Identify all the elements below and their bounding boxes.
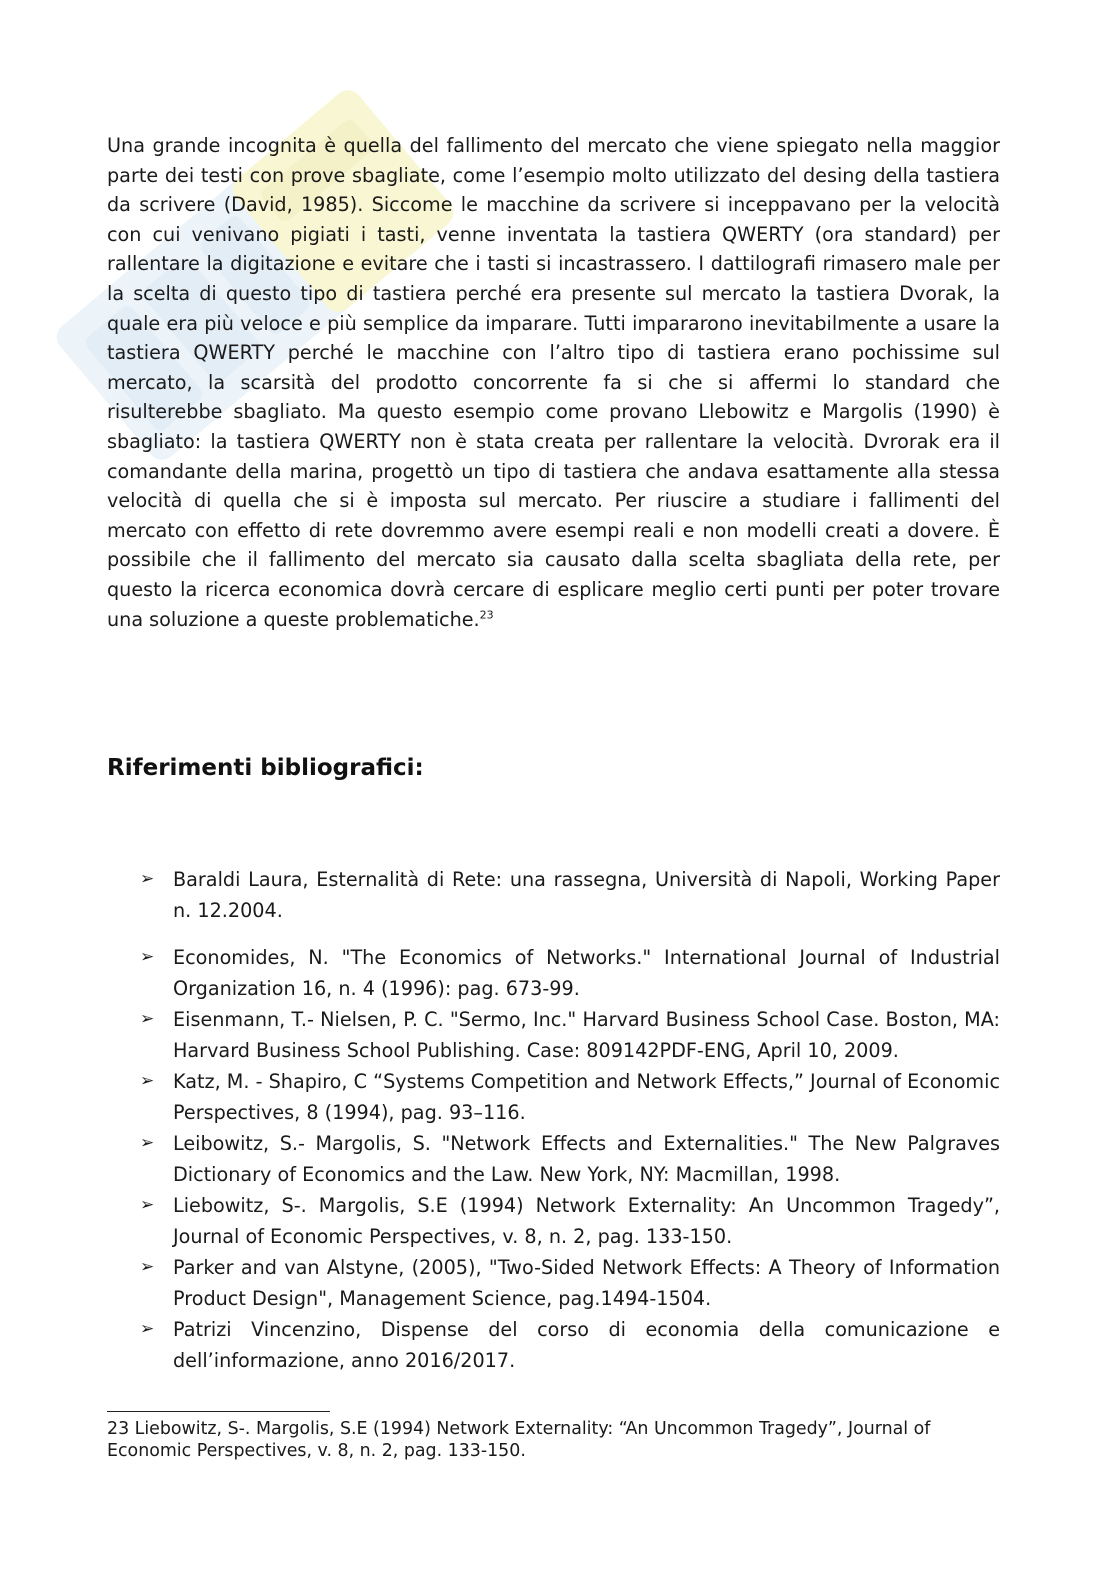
arrow-bullet-icon: ➢ xyxy=(140,869,155,889)
reference-text: Leibowitz, S.- Margolis, S. "Network Effects and Externalities." The New Palgraves Dictionary of Economics and the Law. New York, NY: Macmillan, 1998. xyxy=(173,1132,1000,1186)
reference-item xyxy=(140,864,1000,926)
reference-text: Baraldi Laura, Esternalità di Rete: una rassegna, Università di Napoli, Working Paper n. 12.2004. xyxy=(173,868,1000,922)
reference-text: Eisenmann, T.- Nielsen, P. C. "Sermo, Inc." Harvard Business School Case. Boston, MA: Harvard Business School Publishing. Case: 809142PDF-ENG, April 10, 2009. xyxy=(173,1008,1000,1062)
reference-item xyxy=(140,1004,1000,1066)
reference-item xyxy=(140,1314,1000,1376)
reference-text: Patrizi Vincenzino, Dispense del corso di economia della comunicazione e dell’informazione, anno 2016/2017. xyxy=(173,1318,1000,1372)
arrow-bullet-icon: ➢ xyxy=(140,947,155,967)
footnote-marker[interactable]: 23 xyxy=(479,608,494,622)
reference-item xyxy=(140,1128,1000,1190)
arrow-bullet-icon: ➢ xyxy=(140,1133,155,1153)
reference-text: Liebowitz, S-. Margolis, S.E (1994) Network Externality: An Uncommon Tragedy”, Journal of Economic Perspectives, v. 8, n. 2, pag. 133-150. xyxy=(173,1194,1000,1248)
arrow-bullet-icon: ➢ xyxy=(140,1009,155,1029)
reference-text: Katz, M. - Shapiro, C “Systems Competition and Network Effects,” Journal of Economic Perspectives, 8 (1994), pag. 93–116. xyxy=(173,1070,1000,1124)
reference-item xyxy=(140,1252,1000,1314)
footnote: 23 Liebowitz, S-. Margolis, S.E (1994) Network Externality: “An Uncommon Tragedy”, Journal of Economic Perspectives, v. 8, n. 2, pag. 133-150. xyxy=(107,1419,931,1461)
body-paragraph xyxy=(107,131,1000,634)
reference-text: Economides, N. "The Economics of Networks." International Journal of Industrial Organization 16, n. 4 (1996): pag. 673-99. xyxy=(173,946,1000,1000)
arrow-bullet-icon: ➢ xyxy=(140,1195,155,1215)
reference-text: Parker and van Alstyne, (2005), "Two-Sided Network Effects: A Theory of Information Product Design", Management Science, pag.1494-1504. xyxy=(173,1256,1000,1310)
arrow-bullet-icon: ➢ xyxy=(140,1319,155,1339)
reference-item xyxy=(140,1190,1000,1252)
paragraph-text: Una grande incognita è quella del fallimento del mercato che viene spiegato nella maggior parte dei testi con prove sbagliate, come l’esempio molto utilizzato del desing della tastiera da scrivere (David, 1985). Siccome le macchine da scrivere si inceppavano per la velocità con cui venivano pigiati i tasti, venne inventata la tastiera QWERTY (ora standard) per rallentare la digitazione e evitare che i tasti si incastrassero. I dattilografi rimasero male per la scelta di questo tipo di tastiera perché era presente sul mercato la tastiera Dvorak, la quale era più veloce e più semplice da imparare. Tutti impararono inevitabilmente a usare la tastiera QWERTY perché le macchine con l’altro tipo di tastiera erano pochissime sul mercato, la scarsità del prodotto concorrente fa si che si affermi lo standard che risulterebbe sbagliato. Ma questo esempio come provano Llebowitz e Margolis (1990) è sbagliato: la tastiera QWERTY non è stata creata per rallentare la velocità. Dvrorak era il comandante della marina, progettò un tipo di tastiera che andava esattamente alla stessa velocità di quella che si è imposta sul mercato. Per riuscire a studiare i fallimenti del mercato con effetto di rete dovremmo avere esempi reali e non modelli creati a dovere. È possibile che il fallimento del mercato sia causato dalla scelta sbagliata della rete, per questo la ricerca economica dovrà cercare di esplicare meglio certi punti per poter trovare una soluzione a queste problematiche. xyxy=(107,134,1000,631)
reference-item xyxy=(140,942,1000,1004)
arrow-bullet-icon: ➢ xyxy=(140,1257,155,1277)
reference-item xyxy=(140,1066,1000,1128)
arrow-bullet-icon: ➢ xyxy=(140,1071,155,1091)
footnote-divider xyxy=(107,1411,330,1412)
references-heading: Riferimenti bibliografici: xyxy=(107,755,424,781)
references-list xyxy=(140,864,1000,1376)
